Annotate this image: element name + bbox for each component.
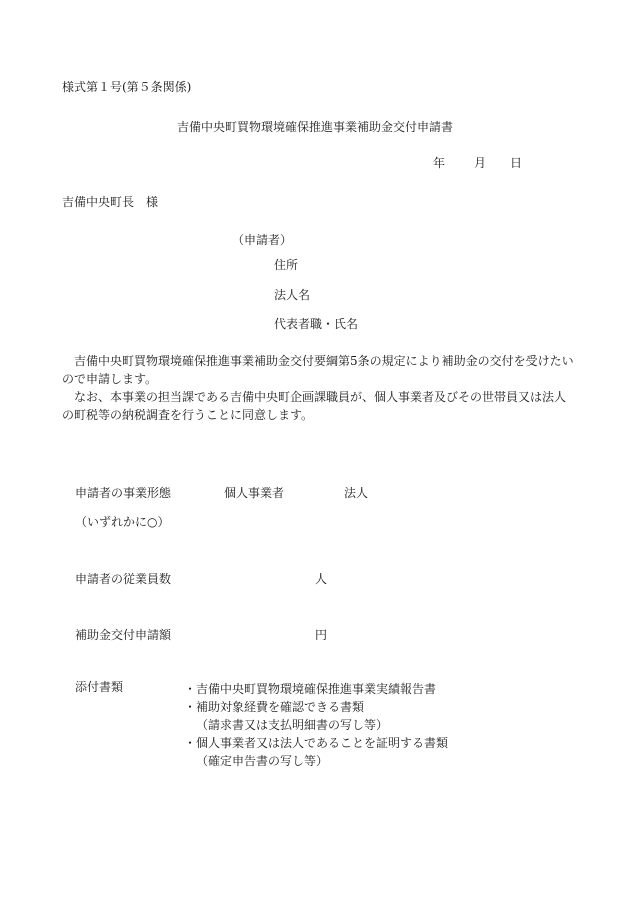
business-type-option-corporation: 法人: [344, 486, 369, 500]
date-year-label: 年: [433, 156, 446, 170]
employee-count-unit: 人: [315, 572, 328, 586]
business-type-option-individual: 個人事業者: [224, 486, 285, 500]
body-paragraph-2: なお、本事業の担当課である吉備中央町企画課職員が、個人事業者及びその世帯員又は法人の町税等の納税調査を行うことに同意します。: [62, 390, 567, 422]
attachment-item-note: （確定申告書の写し等）: [196, 754, 329, 768]
attachment-item-note: （請求書又は支払明細書の写し等）: [196, 718, 389, 732]
attachments-list: [184, 680, 448, 770]
applicant-label: （申請者）: [232, 233, 293, 247]
date-month-label: 月: [474, 156, 487, 170]
attachment-item: ・補助対象経費を確認できる書類: [184, 700, 365, 714]
business-type-label: 申請者の事業形態: [75, 486, 172, 500]
date-row: [433, 156, 522, 170]
applicant-representative-label: 代表者職・氏名: [274, 317, 359, 331]
form-number: 様式第１号(第５条関係): [62, 80, 192, 94]
employee-count-label: 申請者の従業員数: [75, 572, 172, 586]
body-text: [62, 352, 574, 424]
attachments-label: 添付書類: [75, 680, 124, 694]
attachment-item: ・吉備中央町買物環境確保推進事業実績報告書: [184, 682, 437, 696]
body-paragraph-1: 吉備中央町買物環境確保推進事業補助金交付要綱第5条の規定により補助金の交付を受けたいので申請します。: [62, 354, 574, 386]
document-title: 吉備中央町買物環境確保推進事業補助金交付申請書: [176, 120, 453, 134]
business-type-hint: （いずれかに○）: [75, 515, 170, 529]
applicant-address-label: 住所: [274, 258, 299, 272]
application-amount-unit: 円: [315, 628, 328, 642]
attachment-item: ・個人事業者又は法人であることを証明する書類: [184, 736, 449, 750]
applicant-corporation-label: 法人名: [274, 288, 311, 302]
date-day-label: 日: [510, 156, 523, 170]
application-amount-label: 補助金交付申請額: [75, 628, 172, 642]
addressee: 吉備中央町長 様: [62, 195, 159, 209]
